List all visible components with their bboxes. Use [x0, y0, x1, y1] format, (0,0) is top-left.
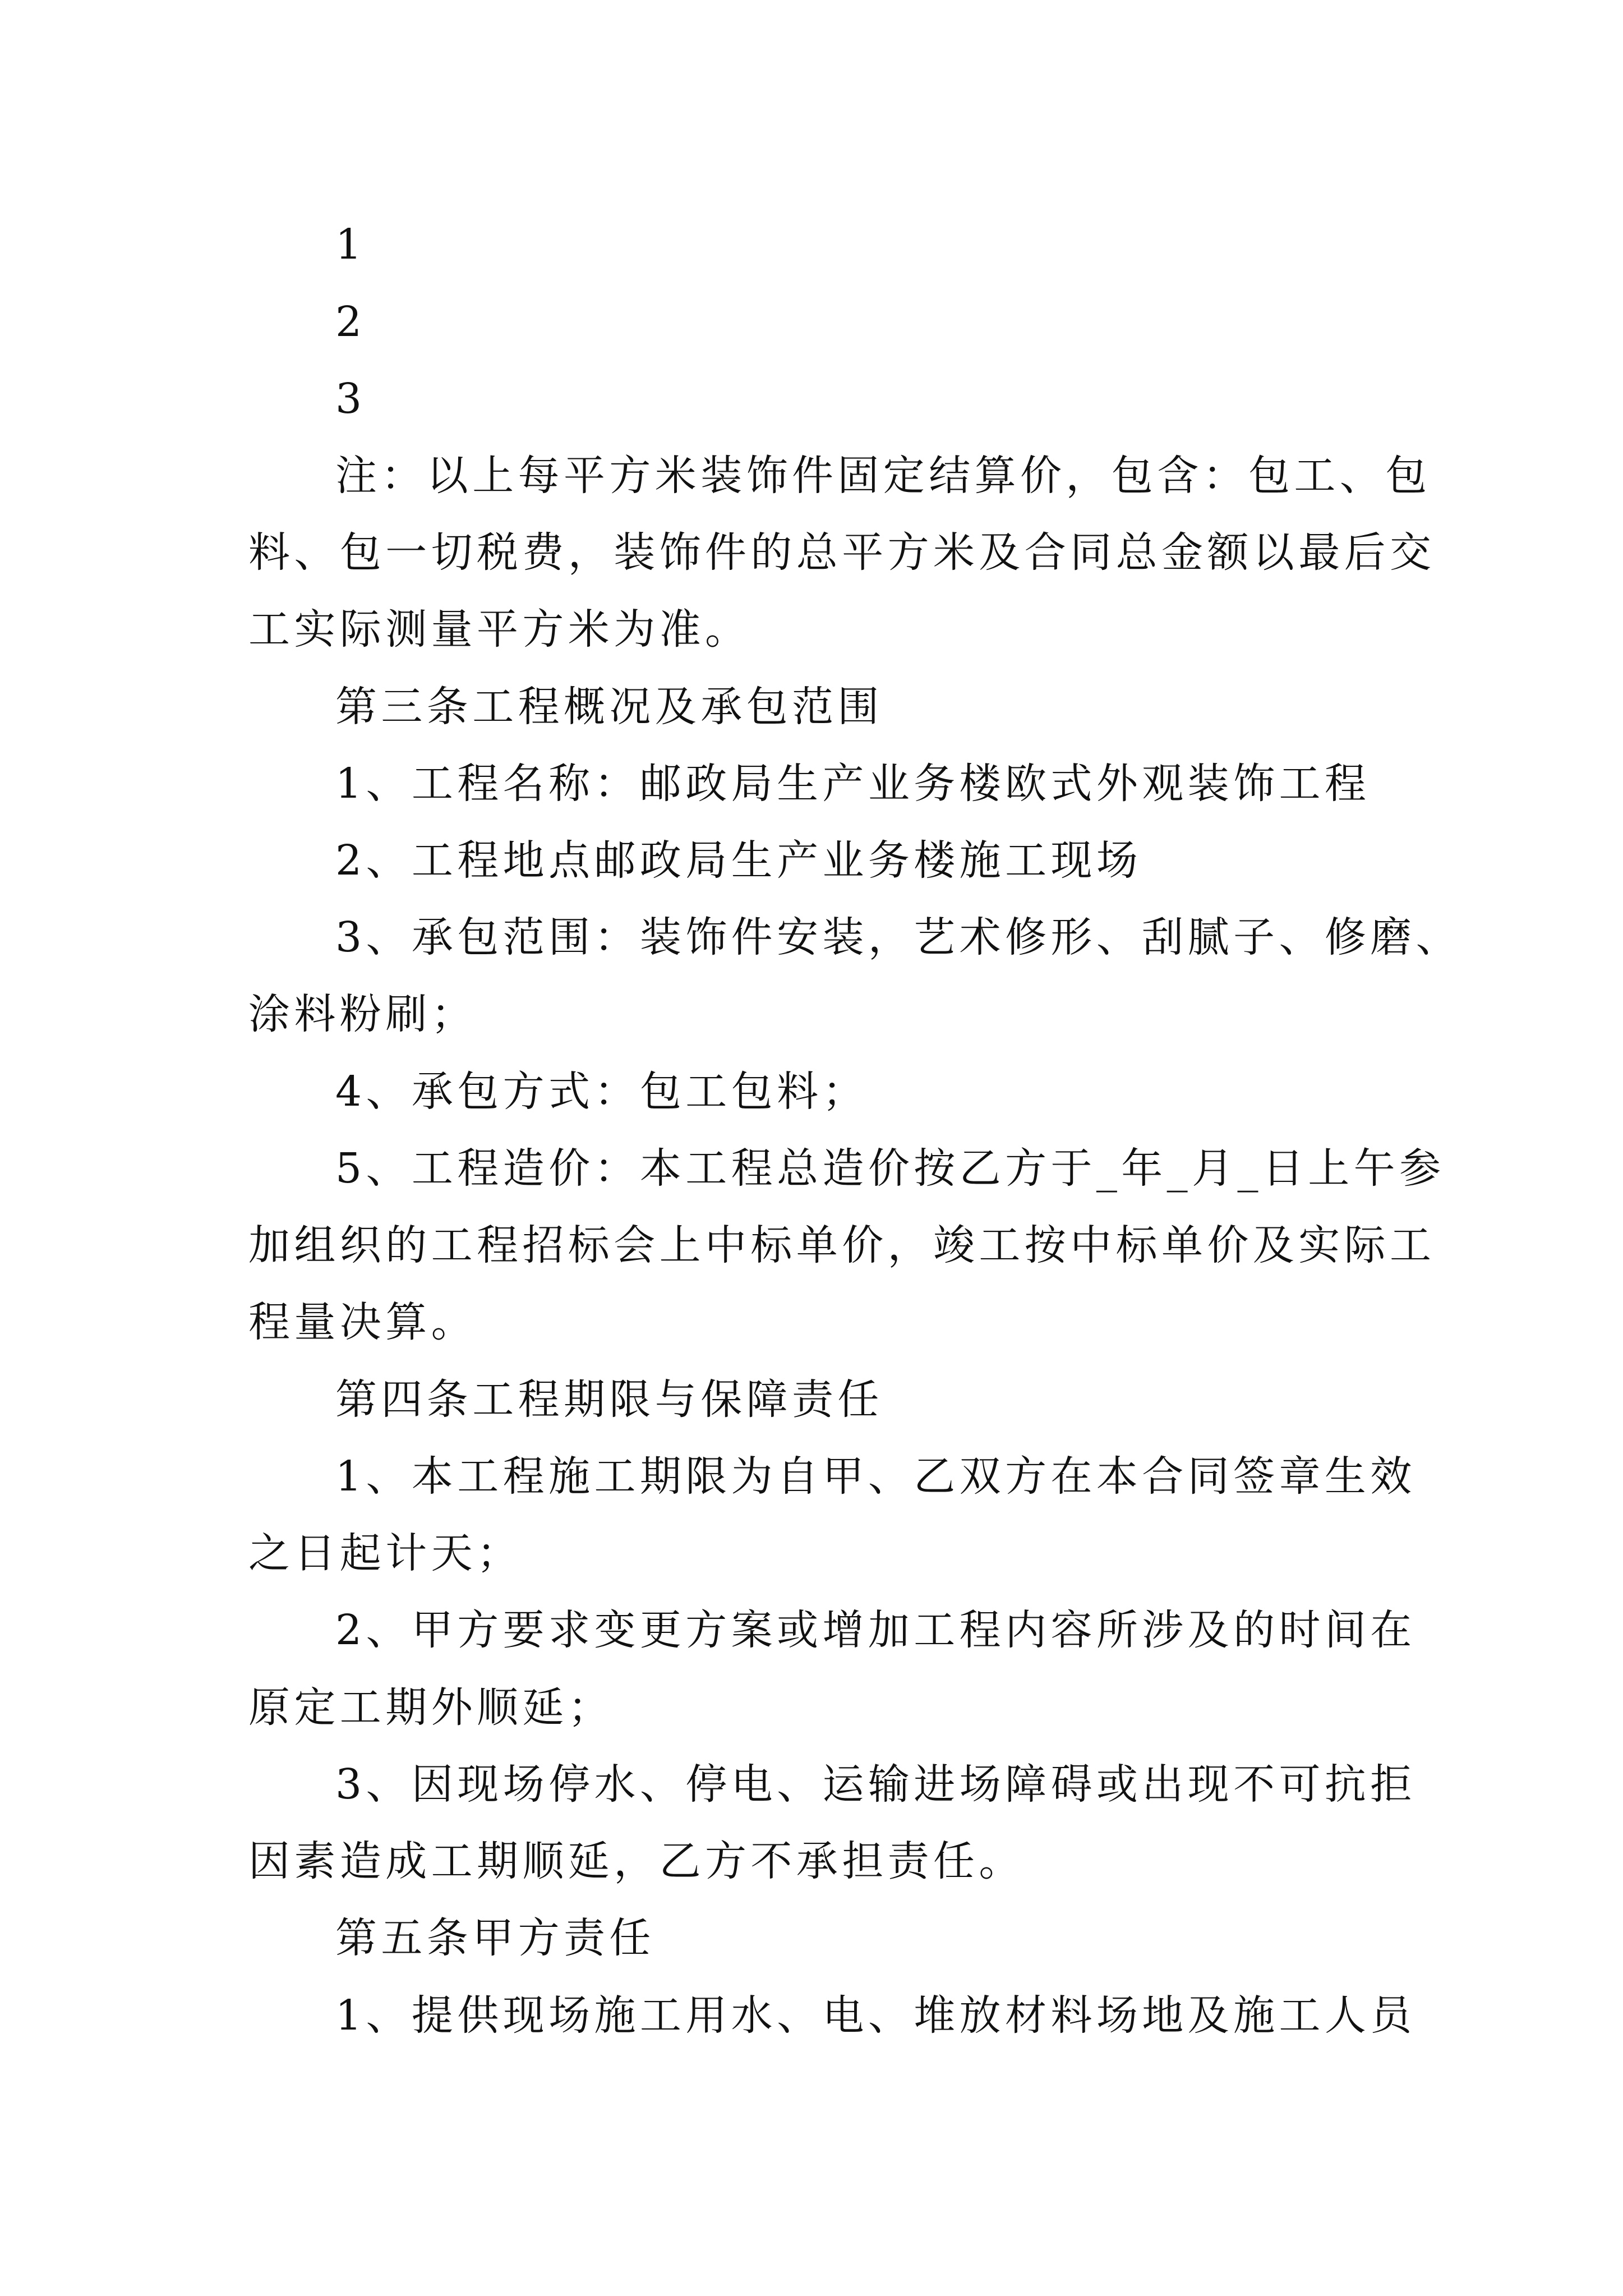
paragraph-line: 1、工程名称：邮政局生产业务楼欧式外观装饰工程	[335, 760, 1371, 808]
article-heading: 第五条甲方责任	[335, 1914, 655, 1962]
paragraph-line: 加组织的工程招标会上中标单价，竣工按中标单价及实际工	[248, 1221, 1436, 1269]
list-number: 3	[335, 375, 366, 423]
paragraph-line: 2、工程地点邮政局生产业务楼施工现场	[335, 836, 1142, 885]
paragraph-line: 1、本工程施工期限为自甲、乙双方在本合同签章生效	[335, 1452, 1416, 1501]
paragraph-line: 之日起计天；	[248, 1529, 523, 1577]
list-number: 2	[335, 298, 366, 346]
article-heading: 第三条工程概况及承包范围	[335, 683, 883, 731]
article-heading: 第四条工程期限与保障责任	[335, 1375, 883, 1424]
note-line: 工实际测量平方米为准。	[248, 605, 751, 654]
paragraph-line: 涂料粉刷；	[248, 990, 477, 1038]
paragraph-line: 2、甲方要求变更方案或增加工程内容所涉及的时间在	[335, 1606, 1416, 1654]
paragraph-line: 3、因现场停水、停电、运输进场障碍或出现不可抗拒	[335, 1760, 1416, 1809]
list-number: 1	[335, 220, 366, 269]
note-line: 料、包一切税费，装饰件的总平方米及合同总金额以最后交	[248, 528, 1436, 577]
paragraph-line: 因素造成工期顺延，乙方不承担责任。	[248, 1837, 1025, 1885]
paragraph-line: 3、承包范围：装饰件安装，艺术修形、刮腻子、修磨、	[335, 913, 1462, 961]
note-line: 注：以上每平方米装饰件固定结算价，包含：包工、包	[335, 452, 1431, 500]
paragraph-line: 1、提供现场施工用水、电、堆放材料场地及施工人员	[335, 1991, 1416, 2040]
paragraph-line: 4、承包方式：包工包料；	[335, 1068, 868, 1116]
paragraph-line: 5、工程造价：本工程总造价按乙方于_年_月_日上午参	[335, 1144, 1445, 1193]
paragraph-line: 程量决算。	[248, 1298, 477, 1346]
paragraph-line: 原定工期外顺延；	[248, 1683, 614, 1732]
